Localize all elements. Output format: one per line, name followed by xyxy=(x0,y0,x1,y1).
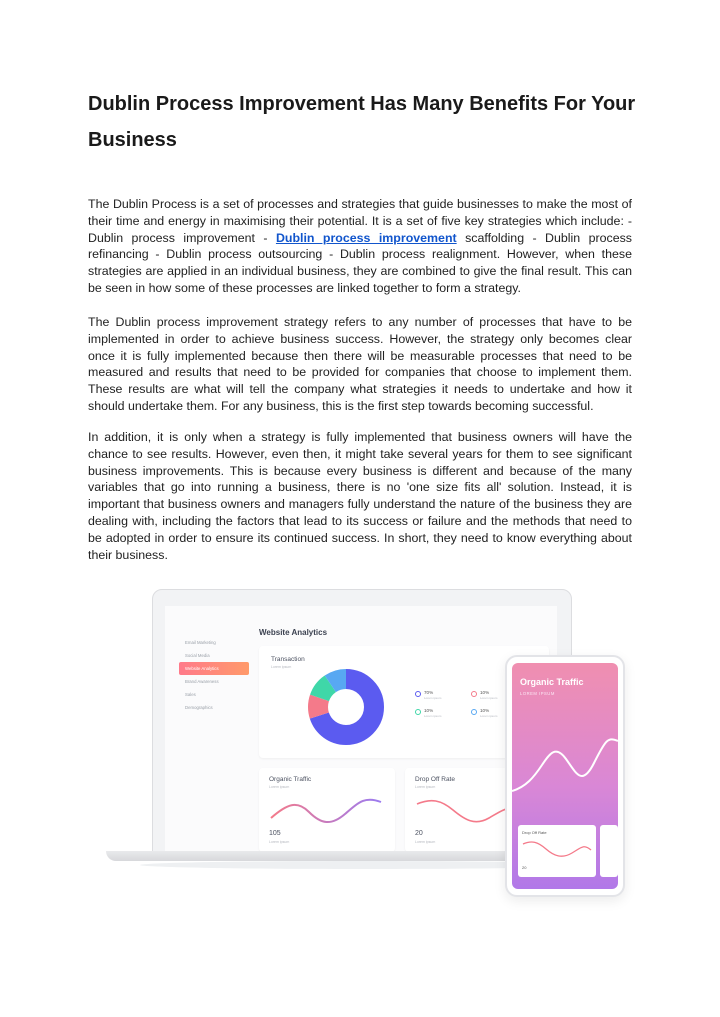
phone-drop-off-card xyxy=(518,825,596,877)
drop-off-subtitle: Lorem ipsum xyxy=(415,785,436,789)
document-title: Dublin Process Improvement Has Many Benefits For Your Business xyxy=(88,93,636,151)
organic-traffic-card xyxy=(259,768,395,852)
paragraph-1-text-start: The Dublin Process is a set of processes and strategies that guide businesses to make the most of their time and energy in maximising their potential. It is a set of five key strategies which include: - Dublin process improvement - xyxy=(88,197,632,245)
legend-pct: 10% xyxy=(424,708,434,713)
organic-traffic-caption: Lorem ipsum xyxy=(269,840,290,844)
organic-traffic-subtitle: Lorem ipsum xyxy=(269,785,290,789)
legend-pct: 10% xyxy=(480,708,490,713)
legend-dot-icon xyxy=(415,709,421,715)
drop-off-caption: Lorem ipsum xyxy=(415,840,436,844)
phone-traffic-line xyxy=(512,733,618,803)
phone-subtitle: LOREM IPSUM xyxy=(520,691,555,696)
menu-item: Brand Awareness xyxy=(185,679,219,684)
menu-item: Email Marketing xyxy=(185,640,216,645)
legend-item xyxy=(471,690,505,704)
menu-item: Demographics xyxy=(185,705,213,710)
phone-screen xyxy=(512,663,618,889)
legend-dot-icon xyxy=(471,691,477,697)
paragraph-1 xyxy=(88,196,632,297)
laptop-screen xyxy=(165,606,557,852)
legend-item xyxy=(415,690,449,704)
phone-frame xyxy=(505,655,625,897)
paragraph-3: In addition, it is only when a strategy is fully implemented that business owners will have the chance to see results. However, even then, it might take several years for them to see significant business improvements. This is because every business is different and because of the many variables that go into running a business, there is no 'one size fits all' solution. Instead, it is important that business owners and managers fully understand the nature of the business they are dealing with, including the factors that lead to its success or failure and the methods that need to be adopted in order to ensure its continued success. In short, they need to know everything about their business. xyxy=(88,430,632,562)
legend-label: Lorem ipsum xyxy=(424,714,442,718)
organic-traffic-value: 105 xyxy=(269,830,281,837)
legend-label: Lorem ipsum xyxy=(424,696,442,700)
phone-second-card xyxy=(600,825,618,877)
transaction-subtitle: Lorem ipsum xyxy=(271,665,292,669)
legend-dot-icon xyxy=(471,709,477,715)
legend-pct: 70% xyxy=(424,690,434,695)
transaction-title: Transaction xyxy=(271,656,305,663)
dashboard-title: Website Analytics xyxy=(259,628,328,637)
phone-mini-value: 20 xyxy=(522,865,527,870)
menu-item: Social Media xyxy=(185,653,210,658)
legend-pct: 10% xyxy=(480,690,490,695)
organic-traffic-title: Organic Traffic xyxy=(269,776,312,783)
legend-item xyxy=(415,708,449,722)
menu-item-active: Website Analytics xyxy=(179,662,249,675)
paragraph-1-text-end: scaffolding - Dublin process refinancing - Dublin process outsourcing - Dublin process realignment. However, when these strategies are applied in an individual business, they are combined to give the final result. This can be seen in how some of these processes are linked together to form a strategy. xyxy=(88,230,632,295)
analytics-illustration xyxy=(100,585,630,915)
donut-chart xyxy=(307,668,385,746)
paragraph-2: The Dublin process improvement strategy refers to any number of processes that have to be implemented in order to achieve business success. However, the strategy only becomes clear once it is fully implemented because then there will be measurable processes that need to be measured and results that need to be provided for companies that choose to implement them. These results are what will tell the company what strategies it needs to undertake and how it should undertake them. For any business, this is the first step towards becoming successful. xyxy=(88,315,632,413)
phone-title: Organic Traffic xyxy=(520,677,584,687)
legend-label: Lorem ipsum xyxy=(480,714,498,718)
dashboard-menu xyxy=(179,636,249,714)
menu-item: Sales xyxy=(185,692,196,697)
phone-mini-line xyxy=(522,838,592,860)
legend-label: Lorem ipsum xyxy=(480,696,498,700)
dublin-process-improvement-link[interactable]: Dublin process improvement xyxy=(275,230,457,245)
legend-item xyxy=(471,708,505,722)
phone-mini-title: Drop Off Rate xyxy=(522,830,547,835)
drop-off-value: 20 xyxy=(415,830,423,837)
legend-dot-icon xyxy=(415,691,421,697)
drop-off-title: Drop Off Rate xyxy=(415,776,455,783)
organic-traffic-line xyxy=(269,792,385,828)
